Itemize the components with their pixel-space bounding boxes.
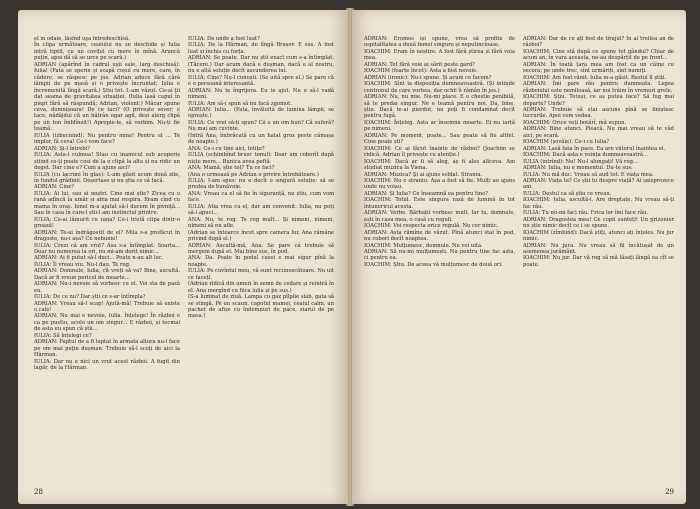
text-paragraph: ANA: Mamă, știe tot? Tu ce faci? — [188, 165, 275, 172]
text-paragraph: ADRIAN: Ai fi putut să-l duci... Poate n-au alt loc. — [34, 255, 164, 262]
text-paragraph: IOACHIM: Nu e straniu. Așa a fost să fie. Mulți au ajuns unde nu voiau. — [364, 177, 515, 191]
text-paragraph: IULIA (izbucnind): Nu pentru mine! Pentru el ... Te implor, fă ceva! Ce-i vom face? — [34, 132, 180, 146]
text-paragraph: IOACHIM: Ce ai făcut înainte de război? (Joachim se ridică, Adrian îl privește cu atenție.) — [364, 145, 515, 159]
text-paragraph: ADRIAN: Cine? — [34, 184, 75, 191]
text-paragraph: IOACHIM: Dacă asta e voința dumneavoastră... — [523, 152, 648, 159]
text-paragraph: IULIA: Dar nu e nici un vrut acest război. A fugit din lagăr, de la Hărman. — [34, 358, 180, 372]
text-paragraph: ADRIAN: În toată țara mea am fost ca un câine cu secera; pe unde trec, sînt urmăriți, sînt numiți. — [523, 61, 674, 75]
page-number-right: 29 — [665, 488, 674, 496]
text-paragraph: IULIA: De la Hărman, de lîngă Brașov. E sus. A fost luat și închis cu forța. — [188, 42, 334, 55]
text-paragraph: (Adrian se întoarce încet spre camera lui; Ana rămâne privind după el.) — [188, 229, 334, 243]
text-paragraph: IULIA: De unde a fost luat? — [188, 36, 260, 42]
text-paragraph: IULIA: Cine? Nu-l cunoști. (Se uită spre el.) Se pare că e o persoană interesantă. — [188, 74, 334, 88]
text-paragraph: ADRIAN: Lasă fata în pace. Ea are viitorul înaintea ei. — [523, 145, 666, 152]
text-paragraph: ADRIAN: Nu-i nevoie să vorbesc cu el. Voi sta de pază eu. — [34, 281, 180, 294]
text-paragraph: ANA: Vreau ca el să fie în siguranță, nu știu, cum vom face. — [188, 190, 334, 204]
text-paragraph: ADRIAN: Faptul de a fi luptat în armata altora nu-l face pe om mai puțin dușman. Trebuie să-l scoți de aici la Hărman. — [34, 339, 180, 359]
text-paragraph: IOACHIM (zîmbind): Dacă știți, atunci ați înțeles. Nu jur nimic. — [523, 229, 674, 243]
text-paragraph: IOACHIM: Iulia, ascultă-l. Are dreptate. Nu vreau să-ți fac rău. — [523, 197, 674, 210]
text-paragraph: ADRIAN: Vreau să-l scap! Ajută-mă! Trebuie să existe o cale! — [34, 300, 180, 314]
text-paragraph: (Ana o urmează pe Adrian o privire întrebătoare.) — [188, 171, 319, 178]
text-paragraph: IULIA: Ce vrei să-ți spun? Că e un om bun? Că suferă? Nu mai am cuvinte. — [188, 119, 334, 133]
text-paragraph: ADRIAN: Nu mai e nevoie, Iulia. Înțelege! În război e ca pe pustiu, acolo un om singur... E război, și tocmai de asta eu spun că știi... — [34, 313, 180, 333]
text-paragraph: ADRIAN: Viața ta? Ce știi tu despre viață? Ai șaisprezece ani. — [523, 177, 674, 191]
text-paragraph: ADRIAN: Trebuie să stai ascuns pînă se liniștesc lucrurile. Apoi vom vedea. — [523, 106, 674, 120]
text-paragraph: ADRIAN: Și Iulia? Ce înseamnă ea pentru tine? — [364, 190, 488, 197]
text-paragraph: IOACHIM (foarte încet): Asta a fost nevoie. — [364, 68, 478, 75]
text-paragraph: ADRIAN: Bine atunci. Pleacă. Nu mai vreau să te văd aici, pe scară. — [523, 126, 674, 139]
text-paragraph: ADRIAN: Asta rămîne de văzut. Pînă atunci stai în pod, nu cobori decît noaptea. — [364, 229, 515, 243]
text-paragraph: ANA: Nu, te rog. Te rog mult... Și nimeni, nimeni, nimeni să nu afle. — [188, 216, 334, 230]
text-paragraph: ADRIAN: Să nu-mi mulțumești. Nu pentru tine fac asta, ci pentru ea. — [364, 248, 515, 262]
text-paragraph: IULIA: Crezi că am vrut? Asa s-a întîmplat. Soarta... Doar nu numerea la ori, nu mi-am dorit nimic... — [34, 242, 180, 255]
right-page-column-2 — [523, 36, 674, 466]
text-paragraph: IULIA: De ce nu? Dar știi ce s-ar întîmpla? — [34, 294, 146, 301]
text-paragraph: IOACHIM: Voi respecta orice regulă. Nu cer nimic. — [364, 223, 499, 230]
right-page — [352, 10, 686, 504]
text-paragraph: ADRIAN: Ascultă-mă, Ana. Se pare că trebuie să mergem după el. Mai bine sus, în pod. — [188, 242, 334, 255]
text-paragraph: (Adrian ridică din umeri în semn de cedare și reintră în el. Ana mergînd cu fiica iulia și pe sus.) — [188, 281, 334, 294]
text-paragraph: IOACHIM: Sînt la dispoziția dumneavoastră. (Și intinde centronul de care vorbea, dar ochii îi rămân în jos.) — [364, 81, 515, 94]
left-page-column-2 — [188, 36, 334, 466]
text-paragraph: (Intră Ana, îmbrăcată cu un halat gros peste cămașa de noapte.) — [188, 132, 334, 146]
text-paragraph: IULIA: Asta-i culmea! Stau cu inamicul sub acoperiș știind ce-ți poate cosi de la o clipă la alta și nu ridic un deget. Dar cine e? Cum a ajuns aici? — [34, 152, 180, 172]
text-paragraph: IOACHIM: Dacă ar fi să aleg, aș fi ales altceva. Am studiat muzica la Viena. — [364, 158, 515, 172]
page-number-left: 28 — [34, 488, 43, 496]
text-paragraph: ANA: Da. Poate în podul casei e mai sigur pînă la noapte. — [188, 255, 334, 268]
text-paragraph: IULIA: Nu mă duc. Vreau să aud tot. E viața mea. — [523, 171, 654, 178]
text-paragraph: ANA: Ce-i cu tine aici, fetițo? — [188, 145, 265, 152]
text-paragraph: IULIA: Ai lui, sau ai noștri. Cine mai știe? Zicea cu o rană adîncă la umăr și abia mai respira. Eram cînd cu mama în oraș. Ionel m-a ajutat să-l ducem în pivniță... Sau în casa în care-l știi-l am instinctul printre. — [34, 190, 180, 217]
text-paragraph: IULIA: I-am spus: nu e decît o singură soluție: să se predea de bunăvoie. — [188, 177, 334, 191]
text-paragraph: IULIA (intrînd): Nu! Nu-l alungați! Vă rog... — [523, 158, 638, 165]
text-paragraph: IULIA: Am să-i spun să nu facă zgomot. — [188, 100, 292, 107]
right-page-column-1 — [364, 36, 515, 466]
text-paragraph: ADRIAN: Pe moment, poate... Sau poate să fie altfel. Cine poate ști? — [364, 132, 515, 146]
text-paragraph: IOACHIM: Eram în neștire. A fost fără știrea și fără voia mea. — [364, 48, 515, 62]
text-paragraph: (S-a luminat de ziuă. Lampa cu gaz pîlpîie slab, gata să se stingă. Pe un scaun, capotul mamei, ceaiul calm, un pachet de afișe cu îndemnuri de pace, ziarul de pe masa.) — [188, 294, 334, 320]
text-paragraph: IOACHIM: Înțeleg. Asta ar însemna moarte. Ei nu iartă pe nimeni. — [364, 119, 515, 133]
text-paragraph: IULIA: Să înțelegi ce? — [34, 332, 92, 339]
text-paragraph: ADRIAN: Se poate. Dar nu știi exact cum s-a întîmplat. (Tăcere.) Dar acum dacă e dușman, dacă e al nostru, nu e altă soluție decît ascunderea lui. — [188, 55, 334, 75]
text-paragraph: ADRIAN: Eromos își spune, vrea să profite de ospitalitatea a două femei singure și neputincioase. — [364, 36, 515, 49]
text-paragraph: IOACHIM: Totul. Este singura rază de lumină în tot întunericul acesta. — [364, 197, 515, 210]
text-paragraph: IOACHIM: Am fost rănit. Iulia m-a găsit. Restul îl știți. — [523, 74, 667, 81]
text-paragraph: ADRIAN: Muzica? Și ai ajuns soldat. Straniu. — [364, 171, 483, 178]
text-paragraph: IOACHIM: Știu. Totuși, ce aș putea face? Să fug mai departe? Unde? — [523, 94, 674, 107]
text-paragraph: IOACHIM: Cine stă după ce spune tot gândul? Chiar de acum an, în vara aceasta, ne-au despărțit de pe front... — [523, 48, 674, 62]
text-paragraph: ADRIAN (ironic): Nu-i spune. Și acum ce facem? — [364, 74, 492, 81]
text-paragraph: IOACHIM: Mulțumesc, domnule. Nu voi uita. — [364, 242, 483, 249]
text-paragraph: IULIA: Pe cuvîntul meu, vă sunt recunoscătoare. Nu uit ce faceți. — [188, 268, 334, 281]
text-paragraph: IOACHIM: Orice veți hotărî, mă supun. — [523, 119, 627, 126]
text-paragraph: ADRIAN: Și-l întrebi? — [34, 145, 91, 152]
text-paragraph: IULIA: Ce-ai lămurit cu rana? Ce-i tristă clipa dintr-o groază! — [34, 216, 180, 230]
text-paragraph: IULIA: Tu nu-mi faci rău. Frica lor îmi face rău. — [523, 210, 648, 217]
text-paragraph: În clipa următoare, ceaiului nu se deschide și Iulia intră tiptil, cu un covițel cu mere în mînă. Aruncă puțin, apoi dă să se urce pe scară.) — [34, 42, 180, 62]
text-paragraph: ADRIAN: Tot fără voie ai sărit peste gard? — [364, 61, 475, 68]
text-paragraph: IOACHIM (șovăie): Ce-i cu Iulia? — [523, 139, 610, 146]
text-paragraph: ADRIAN: Îmi pare rău pentru dumneata. Legea războiului este nemiloasă, iar noi trăim în vremuri grele. — [523, 81, 674, 94]
text-paragraph: ADRIAN: Nu jura. Nu vreau să fii încătușat de un asemenea jurământ. — [523, 242, 674, 255]
text-paragraph: ADRIAN: Iulia... (Fata, învăluită de lumina lămpii, se oprește.) — [188, 106, 334, 120]
text-paragraph: IULIA: Îl vreau viu. Nu-l dau. Te rog. — [34, 261, 131, 268]
text-paragraph: ADRIAN: Te-ai îndrăgostit de el? Mila s-a prefăcut în dragoste, nu-i așa? Ce nebunie! — [34, 229, 180, 243]
text-paragraph: ADRIAN: Vorbe. Bărbații vorbesc mult. Iar tu, domnule, ești în casa mea, o casă cu reguli. — [364, 210, 515, 223]
text-paragraph: ADRIAN: Dar de ce ați fost de tirajul? În al treilea an de război? — [523, 36, 674, 49]
left-page — [18, 10, 348, 504]
text-paragraph: IOACHIM: Știu. De aceea vă mulțumesc de două ori. — [364, 261, 503, 268]
text-paragraph: ADRIAN: Nu te îngrijora. Eu te ajut. Nu o să-l vadă nimeni. — [188, 87, 334, 101]
text-paragraph: ADRIAN (apărînd în cadrul ușii sale, larg deschisă): Iulia! (Fata se sperie și scapă coșul cu mere, care, în cădere, se răspesc pe jos. Adrian aduce fără cârâ lămpii de pe masă și o privește încruntat; Iulia e încremenită lîngă scară.) Știu tot. L-am văzut. Ce-ai ții dat seama de gravitatea situației. (Iulia lasă capul în piept fără să răspundă; Adrian, violent:) Măcar spune ceva, domnișoara! De ce taci? (O privește sever; e tace, nădăjdui că un bătrân ogar agil, deși alerg clipă pe un ton îmblînzit!) Apropie-te, să vorbim. Nu-ți fie teamă. — [34, 61, 180, 133]
text-paragraph: ADRIAN: Nu, nu mie. Nu-mi place. E o chestie penibilă, să te predai singur. Ne e teamă pentru noi. Da, bine, știu. Dacă te-ai pierdut, nu poți fi condamnat decît pentru fugă. — [364, 94, 515, 120]
text-paragraph: IULIA (cu lacrimi în glas): L-am găsit acum două zile, în fundul grădinii. Deșertase și nu știa ce să facă. — [34, 171, 180, 184]
text-paragraph: IOACHIM: Nu jur. Dar vă rog să mă lăsați lângă ea cît se poate. — [523, 255, 674, 268]
left-page-column-1 — [34, 36, 180, 466]
text-paragraph: el in odaie, lăsînd uşa întredeschisă. — [34, 36, 130, 42]
text-paragraph: IULIA: Destul ca să știu ce vreau. — [523, 190, 612, 197]
text-paragraph: ADRIAN: Iulia, nu e momentul. Du-te sus. — [523, 165, 633, 172]
text-paragraph: ADRIAN: Dragostea mea! Ce copii sunteți! Un prizonier nu știe nimic decît ce i se spune. — [523, 216, 674, 230]
text-paragraph: ADRIAN: Domnule, Iulia, cît vreți să va? Bine, ascultă. Dacă ar fi vreun pericol de moarte... — [34, 268, 180, 281]
text-paragraph: IULIA: Atia vrea ca el, dar am convenit: Iulia, nu poți să-l apuci... — [188, 203, 334, 217]
text-paragraph: IULIA (schimbînd brusc tonul): Doar am coborît după niște mere... Bunica avea poftă. — [188, 152, 334, 165]
